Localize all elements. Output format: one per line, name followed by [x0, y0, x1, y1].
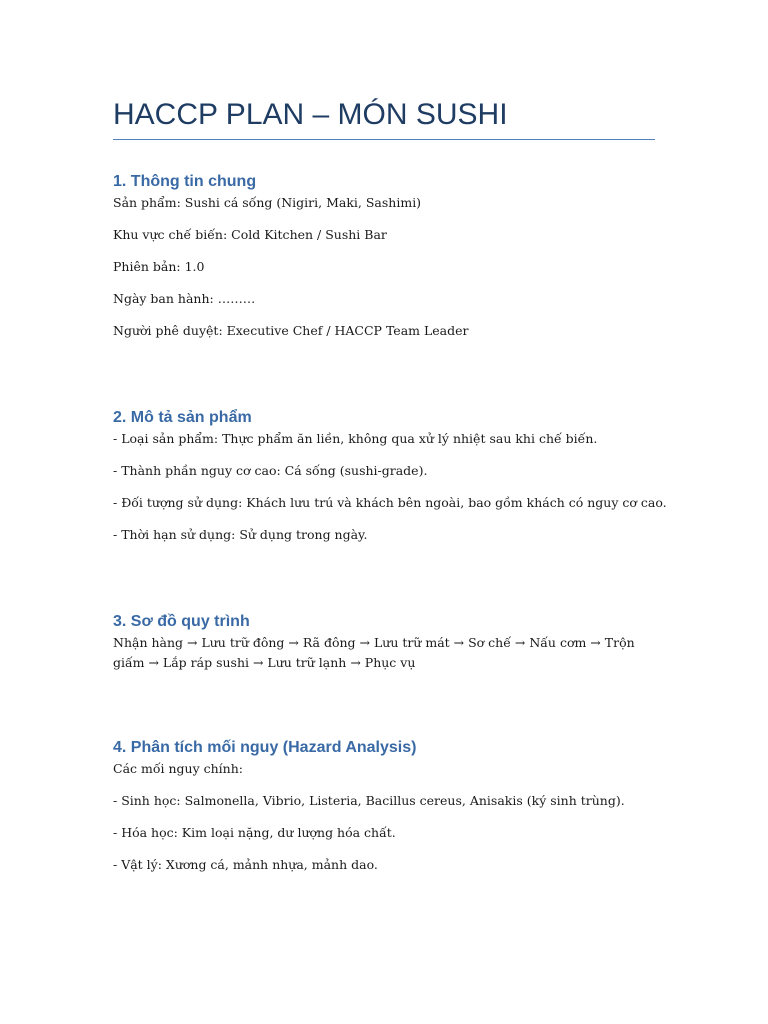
document-title: HACCP PLAN – MÓN SUSHI [113, 98, 508, 131]
paragraph: Người phê duyệt: Executive Chef / HACCP Team Leader [113, 323, 469, 338]
paragraph: Sản phẩm: Sushi cá sống (Nigiri, Maki, Sashimi) [113, 195, 422, 210]
paragraph: Các mối nguy chính: [113, 761, 243, 776]
paragraph: - Hóa học: Kim loại nặng, dư lượng hóa chất. [113, 825, 396, 840]
section-process-flow [113, 611, 673, 673]
paragraph: - Vật lý: Xương cá, mảnh nhựa, mảnh dao. [113, 857, 378, 872]
paragraph: - Đối tượng sử dụng: Khách lưu trú và khách bên ngoài, bao gồm khách có nguy cơ cao. [113, 495, 667, 510]
paragraph: - Thành phần nguy cơ cao: Cá sống (sushi-grade). [113, 463, 428, 478]
paragraph: Khu vực chế biến: Cold Kitchen / Sushi Bar [113, 227, 387, 242]
paragraph: - Thời hạn sử dụng: Sử dụng trong ngày. [113, 527, 368, 542]
process-flow-text: Nhận hàng → Lưu trữ đông → Rã đông → Lưu trữ mát → Sơ chế → Nấu cơm → Trộn giấm → Lắp ráp sushi → Lưu trữ lạnh → Phục vụ [113, 635, 635, 670]
paragraph: Ngày ban hành: ……… [113, 291, 256, 306]
section-heading: 3. Sơ đồ quy trình [113, 613, 250, 630]
paragraph: - Sinh học: Salmonella, Vibrio, Listeria, Bacillus cereus, Anisakis (ký sinh trùng). [113, 793, 625, 808]
section-heading: 2. Mô tả sản phẩm [113, 409, 252, 426]
paragraph: - Loại sản phẩm: Thực phẩm ăn liền, không qua xử lý nhiệt sau khi chế biến. [113, 431, 598, 446]
paragraph: Phiên bản: 1.0 [113, 259, 205, 274]
title-divider [113, 139, 655, 140]
section-product-description [113, 407, 673, 545]
section-heading: 1. Thông tin chung [113, 173, 257, 190]
section-general-info [113, 171, 673, 341]
section-hazard-analysis [113, 737, 673, 875]
section-heading: 4. Phân tích mối nguy (Hazard Analysis) [113, 739, 417, 756]
